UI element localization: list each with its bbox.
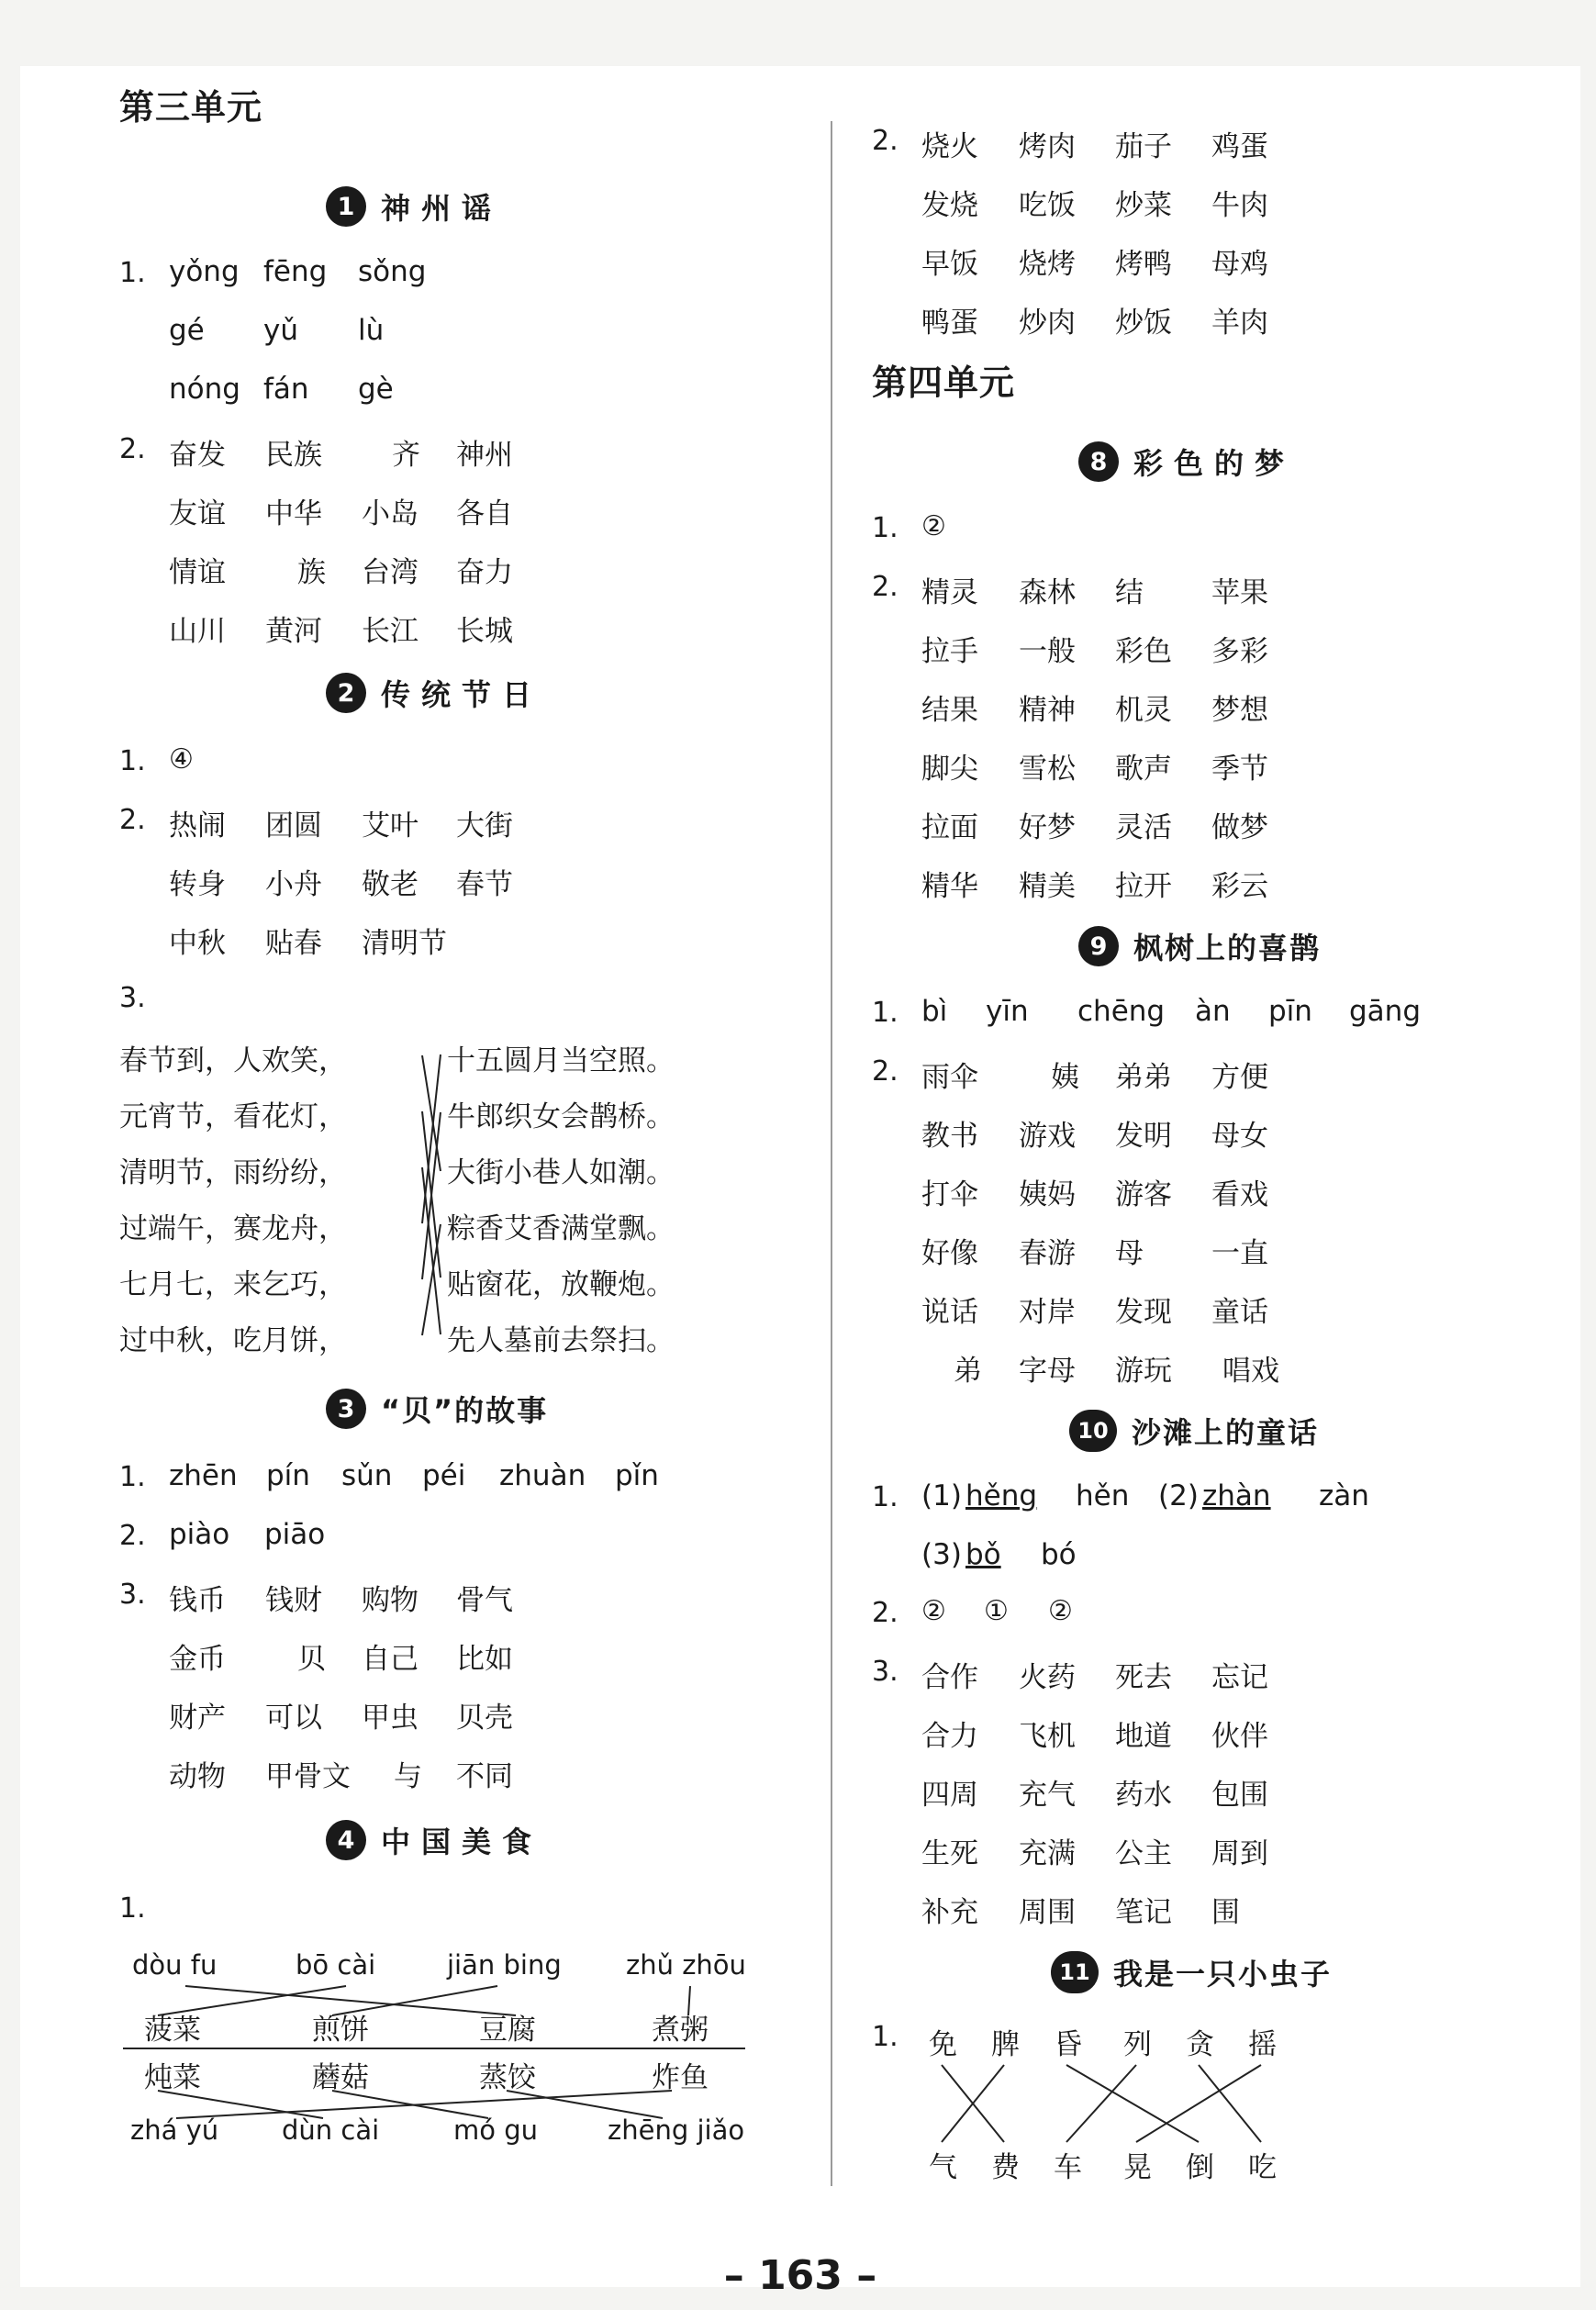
pinyin-item: bō cài — [296, 1949, 376, 1981]
word: 好梦 — [1019, 811, 1076, 844]
word: 灵活 — [1115, 811, 1172, 844]
question-number: 1. — [119, 1461, 146, 1493]
word: 烧火 — [921, 130, 978, 163]
word: 药水 — [1115, 1779, 1172, 1812]
char: 倒 — [1186, 2151, 1214, 2184]
word: 钱财 — [265, 1584, 322, 1617]
pinyin-item: piāo — [264, 1518, 326, 1551]
word: 贴春 — [265, 927, 322, 960]
word: 弟弟 — [1115, 1061, 1172, 1094]
word: 周围 — [1019, 1896, 1076, 1929]
word: 精灵 — [921, 576, 978, 609]
word: 热闹 — [169, 809, 226, 843]
match-line — [1199, 2065, 1261, 2142]
word: 羊肉 — [1211, 307, 1268, 340]
word: 姨 — [1051, 1061, 1079, 1094]
match-left: 七月七，来乞巧， — [119, 1268, 347, 1301]
word: 动物 — [169, 1760, 226, 1793]
word: 精美 — [1019, 870, 1076, 903]
word: 甲骨文 — [265, 1760, 351, 1793]
answer-choice: ② — [921, 510, 946, 542]
lesson-title: 沙滩上的童话 — [1132, 1415, 1320, 1450]
pinyin-item: gè — [358, 373, 394, 406]
word: 敬老 — [362, 868, 419, 901]
match-left: 过端午，赛龙舟， — [119, 1212, 347, 1245]
pinyin-item: sǔn — [341, 1459, 393, 1492]
match-right: 粽香艾香满堂飘。 — [447, 1212, 675, 1245]
match-line — [176, 2091, 672, 2118]
word: 充满 — [1019, 1837, 1076, 1870]
word: 苹果 — [1211, 576, 1268, 609]
word: 炒肉 — [1019, 307, 1076, 340]
word: 齐 — [392, 439, 420, 472]
selected-pinyin: zhàn — [1202, 1479, 1271, 1512]
word: 方便 — [1211, 1061, 1268, 1094]
word: 季节 — [1211, 753, 1268, 786]
word: 甲虫 — [362, 1702, 419, 1735]
pinyin-item: zhǔ zhōu — [626, 1949, 746, 1981]
word: 好像 — [921, 1237, 978, 1270]
word: 煮粥 — [652, 2014, 709, 2047]
char: 贪 — [1186, 2028, 1214, 2061]
answer-choice: ④ — [169, 743, 194, 776]
lesson-number-badge: 2 — [326, 673, 366, 713]
pinyin-item: bì — [921, 995, 948, 1028]
question-number: 3. — [119, 1579, 146, 1611]
word: 笔记 — [1115, 1896, 1172, 1929]
word: 自己 — [362, 1643, 419, 1676]
match-line — [158, 1986, 346, 2015]
word: 教书 — [921, 1120, 978, 1153]
lesson-number-badge: 11 — [1051, 1951, 1099, 1993]
word: 早饭 — [921, 248, 978, 281]
answer-page — [20, 66, 1580, 2299]
word: 多彩 — [1211, 635, 1268, 668]
sub-question-label: (2) — [1158, 1479, 1199, 1512]
pinyin-item: mó gu — [453, 2115, 538, 2146]
pinyin-item: yīn — [986, 995, 1029, 1028]
match-right: 贴窗花，放鞭炮。 — [447, 1268, 675, 1301]
selected-pinyin: bǒ — [965, 1538, 1001, 1571]
answer-choice: ① — [984, 1595, 1009, 1627]
match-right: 先人墓前去祭扫。 — [447, 1324, 675, 1357]
food-matching-lines — [20, 66, 809, 2269]
char: 晃 — [1123, 2151, 1152, 2184]
word: 合力 — [921, 1720, 978, 1753]
answer-choice: ② — [921, 1595, 946, 1627]
char: 气 — [929, 2151, 957, 2184]
pinyin-item: zhá yú — [130, 2115, 219, 2146]
pinyin-item: zhuàn — [499, 1459, 586, 1492]
word: 鸡蛋 — [1211, 130, 1268, 163]
match-left: 清明节，雨纷纷， — [119, 1156, 347, 1189]
match-right: 大街小巷人如潮。 — [447, 1156, 675, 1189]
match-line — [1066, 2065, 1199, 2142]
word: 说话 — [921, 1296, 978, 1329]
word: 贝 — [297, 1643, 326, 1676]
word: 精神 — [1019, 694, 1076, 727]
word: 做梦 — [1211, 811, 1268, 844]
char: 免 — [929, 2028, 957, 2061]
word: 财产 — [169, 1702, 226, 1735]
word: 煎饼 — [312, 2014, 369, 2047]
word: 鸭蛋 — [921, 307, 978, 340]
word: 姨妈 — [1019, 1178, 1076, 1211]
pinyin-item: yǔ — [263, 314, 298, 347]
word: 发现 — [1115, 1296, 1172, 1329]
unit4-title: 第四单元 — [872, 363, 1016, 403]
selected-pinyin: hěng — [965, 1479, 1038, 1512]
word: 雨伞 — [921, 1061, 978, 1094]
lesson-number-badge: 9 — [1078, 926, 1119, 966]
word: 艾叶 — [362, 809, 419, 843]
word: 比如 — [456, 1643, 513, 1676]
char: 车 — [1054, 2151, 1082, 2184]
word: 拉手 — [921, 635, 978, 668]
word: 与 — [394, 1760, 422, 1793]
word: 钱币 — [169, 1584, 226, 1617]
word: 贝壳 — [456, 1702, 513, 1735]
word: 春节 — [456, 868, 513, 901]
pinyin-item: pǐn — [615, 1459, 659, 1492]
word: 转身 — [169, 868, 226, 901]
word: 豆腐 — [479, 2014, 536, 2047]
match-left: 元宵节，看花灯， — [119, 1100, 347, 1133]
word: 游戏 — [1019, 1120, 1076, 1153]
word: 春游 — [1019, 1237, 1076, 1270]
lesson-title: 彩色的梦 — [1133, 446, 1296, 481]
word: 字母 — [1019, 1355, 1076, 1388]
lesson-number-badge: 3 — [326, 1389, 366, 1429]
word: 一直 — [1211, 1237, 1268, 1270]
word: 生死 — [921, 1837, 978, 1870]
word: 补充 — [921, 1896, 978, 1929]
word: 不同 — [456, 1760, 513, 1793]
word: 母 — [1115, 1237, 1144, 1270]
word: 母鸡 — [1211, 248, 1268, 281]
lesson-number-badge: 4 — [326, 1820, 366, 1860]
char: 列 — [1123, 2028, 1152, 2061]
question-number: 1. — [872, 512, 898, 544]
word: 发明 — [1115, 1120, 1172, 1153]
word: 团圆 — [265, 809, 322, 843]
word: 中秋 — [169, 927, 226, 960]
pinyin-item: pīn — [1268, 995, 1312, 1028]
sub-question-label: (3) — [921, 1538, 962, 1571]
pinyin-item: fán — [263, 373, 309, 406]
word: 炒饭 — [1115, 307, 1172, 340]
question-number: 3. — [119, 982, 146, 1014]
word: 拉面 — [921, 811, 978, 844]
lesson-title: 枫树上的喜鹊 — [1133, 931, 1322, 965]
word: 充气 — [1019, 1779, 1076, 1812]
pinyin-item: sǒng — [358, 255, 427, 288]
pinyin-item: àn — [1195, 995, 1231, 1028]
word: 台湾 — [362, 556, 419, 589]
lesson-title: 神州谣 — [381, 191, 503, 226]
word: 死去 — [1115, 1661, 1172, 1694]
word: 炖菜 — [144, 2061, 201, 2094]
question-number: 1. — [872, 1481, 898, 1513]
word: 民族 — [265, 439, 322, 472]
word: 长城 — [456, 615, 513, 648]
pinyin-item: jiān bing — [447, 1949, 562, 1981]
sub-question-label: (1) — [921, 1479, 962, 1512]
word: 围 — [1211, 1896, 1240, 1929]
match-right: 十五圆月当空照。 — [447, 1044, 675, 1077]
question-number: 1. — [119, 257, 146, 289]
question-number: 2. — [872, 125, 898, 157]
match-line — [1066, 2065, 1136, 2142]
word: 童话 — [1211, 1296, 1268, 1329]
word: 菠菜 — [144, 2014, 201, 2047]
lesson-number-badge: 8 — [1078, 441, 1119, 482]
word: 公主 — [1115, 1837, 1172, 1870]
word: 梦想 — [1211, 694, 1268, 727]
word: 情谊 — [169, 556, 226, 589]
word: 各自 — [456, 497, 513, 530]
word: 小岛 — [362, 497, 419, 530]
word: 黄河 — [265, 615, 322, 648]
match-left: 春节到，人欢笑， — [119, 1044, 347, 1077]
pinyin-item: piào — [169, 1518, 230, 1551]
match-line — [1136, 2065, 1261, 2142]
question-number: 3. — [872, 1656, 898, 1688]
word: 拉开 — [1115, 870, 1172, 903]
word: 茄子 — [1115, 130, 1172, 163]
pinyin-item: dòu fu — [132, 1949, 218, 1981]
pinyin-item: yǒng — [169, 255, 240, 288]
word: 友谊 — [169, 497, 226, 530]
word: 骨气 — [456, 1584, 513, 1617]
word: 牛肉 — [1211, 189, 1268, 222]
word: 烤鸭 — [1115, 248, 1172, 281]
word: 大街 — [456, 809, 513, 843]
page-number: – 163 – — [723, 2252, 877, 2299]
word: 看戏 — [1211, 1178, 1268, 1211]
word: 小舟 — [265, 868, 322, 901]
pinyin-item: chēng — [1077, 995, 1166, 1028]
pinyin-item: péi — [422, 1459, 466, 1492]
word: 忘记 — [1211, 1661, 1268, 1694]
word: 弟 — [954, 1355, 982, 1388]
word: 炸鱼 — [652, 2061, 709, 2094]
pinyin-item: dùn cài — [282, 2115, 380, 2146]
lesson-title: “贝”的故事 — [381, 1393, 549, 1428]
pinyin-item: hěn — [1076, 1479, 1130, 1512]
word: 唱戏 — [1222, 1355, 1279, 1388]
word: 烧烤 — [1019, 248, 1076, 281]
question-number: 1. — [872, 997, 898, 1029]
pinyin-item: gé — [169, 314, 205, 347]
pinyin-item: zhēng jiǎo — [608, 2115, 745, 2146]
word: 蒸饺 — [479, 2061, 536, 2094]
match-line — [688, 1986, 690, 2015]
pinyin-item: zàn — [1319, 1479, 1369, 1512]
char: 吃 — [1248, 2151, 1277, 2184]
word: 游玩 — [1115, 1355, 1172, 1388]
lesson-title: 我是一只小虫子 — [1113, 1957, 1333, 1992]
word: 脚尖 — [921, 753, 978, 786]
question-number: 1. — [119, 1892, 146, 1925]
word: 彩色 — [1115, 635, 1172, 668]
answer-choice: ② — [1048, 1595, 1073, 1627]
unit3-title: 第三单元 — [119, 87, 263, 128]
question-number: 1. — [872, 2021, 898, 2053]
word: 长江 — [362, 615, 419, 648]
word: 机灵 — [1115, 694, 1172, 727]
match-line — [185, 1986, 516, 2015]
question-number: 2. — [872, 571, 898, 603]
word: 合作 — [921, 1661, 978, 1694]
word: 奋发 — [169, 439, 226, 472]
char: 昏 — [1054, 2028, 1082, 2061]
word: 伙伴 — [1211, 1720, 1268, 1753]
word: 炒菜 — [1115, 189, 1172, 222]
pinyin-item: fēng — [263, 255, 328, 288]
word: 蘑菇 — [312, 2061, 369, 2094]
lesson-title: 中国美食 — [381, 1825, 543, 1859]
word: 包围 — [1211, 1779, 1268, 1812]
word: 精华 — [921, 870, 978, 903]
word: 金币 — [169, 1643, 226, 1676]
char: 摇 — [1248, 2028, 1277, 2061]
word: 山川 — [169, 615, 226, 648]
word: 游客 — [1115, 1178, 1172, 1211]
char: 费 — [991, 2151, 1020, 2184]
word: 森林 — [1019, 576, 1076, 609]
pinyin-item: lù — [358, 314, 385, 347]
word: 雪松 — [1019, 753, 1076, 786]
char: 脾 — [991, 2028, 1020, 2061]
question-number: 2. — [119, 804, 146, 836]
word: 吃饭 — [1019, 189, 1076, 222]
word: 结果 — [921, 694, 978, 727]
word: 周到 — [1211, 1837, 1268, 1870]
question-number: 2. — [119, 1520, 146, 1552]
pinyin-item: gāng — [1349, 995, 1421, 1028]
match-right: 牛郎织女会鹊桥。 — [447, 1100, 675, 1133]
question-number: 2. — [119, 433, 146, 465]
match-left: 过中秋，吃月饼， — [119, 1324, 347, 1357]
char-matching-lines — [828, 66, 1580, 2269]
question-number: 2. — [872, 1055, 898, 1088]
pinyin-item: pín — [266, 1459, 310, 1492]
word: 打伞 — [921, 1178, 978, 1211]
word: 母女 — [1211, 1120, 1268, 1153]
lesson-title: 传统节日 — [381, 677, 543, 712]
word: 结 — [1115, 576, 1144, 609]
pinyin-item: bó — [1041, 1538, 1077, 1571]
word: 中华 — [265, 497, 322, 530]
word: 烤肉 — [1019, 130, 1076, 163]
word: 火药 — [1019, 1661, 1076, 1694]
word: 地道 — [1115, 1720, 1172, 1753]
lesson-number-badge: 10 — [1069, 1410, 1117, 1452]
word: 清明节 — [362, 927, 447, 960]
question-number: 1. — [119, 745, 146, 777]
word: 一般 — [1019, 635, 1076, 668]
word: 发烧 — [921, 189, 978, 222]
word: 飞机 — [1019, 1720, 1076, 1753]
word: 歌声 — [1115, 753, 1172, 786]
word: 对岸 — [1019, 1296, 1076, 1329]
question-number: 2. — [872, 1597, 898, 1629]
lesson-number-badge: 1 — [326, 186, 366, 227]
pinyin-item: nóng — [169, 373, 240, 406]
word: 奋力 — [456, 556, 513, 589]
word: 族 — [297, 556, 326, 589]
word: 可以 — [265, 1702, 322, 1735]
pinyin-item: zhēn — [169, 1459, 238, 1492]
word: 神州 — [456, 439, 513, 472]
word: 购物 — [362, 1584, 419, 1617]
word: 彩云 — [1211, 870, 1268, 903]
word: 四周 — [921, 1779, 978, 1812]
